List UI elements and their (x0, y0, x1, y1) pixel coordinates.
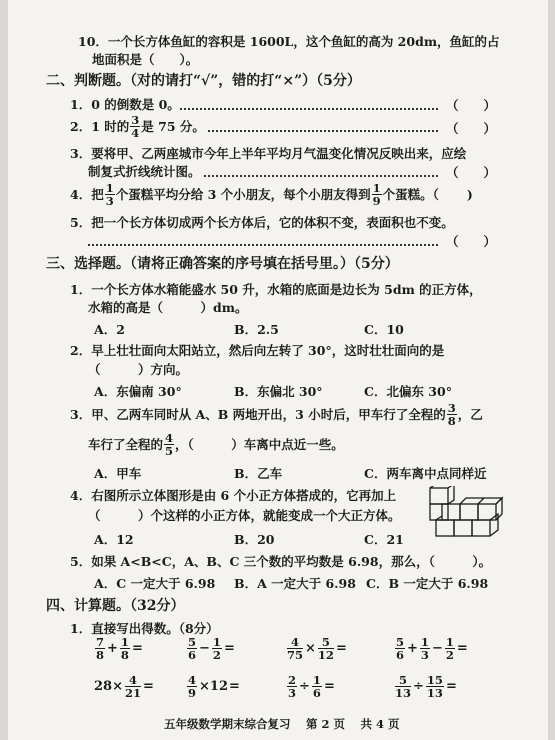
section4-title: 四、计算题。（32分） (46, 598, 185, 614)
calc-r2-2: $\frac{4}{9}$ ×12 = (188, 673, 240, 700)
sec2-q3-line2: 制复式折线统计图。 (88, 164, 201, 179)
sec4-sub1: 1．直接写出得数。（8分） (70, 621, 219, 636)
dotted-leader (180, 108, 438, 110)
option-b: B．2.5 (234, 322, 279, 337)
option-a: A．12 (94, 532, 134, 547)
option-c: C．北偏东 30° (364, 384, 452, 399)
option-a: A．C 一定大于 6.98 (94, 576, 216, 591)
option-c: C．两车离中点同样近 (364, 466, 487, 481)
section2-title: 二、判断题。（对的请打“√”，错的打“×”）（5分） (46, 73, 361, 89)
sec3-q3-line2: 车行了全程的 $\frac{4}{5}$ ，（ ）车离中点近一些。 (88, 430, 344, 458)
sec2-q3-line1: 3．要将甲、乙两座城市今年上半年平均月气温变化情况反映出来，应绘 (70, 146, 467, 161)
fraction: $\frac{3}{4}$ (131, 112, 140, 140)
option-a: A．甲车 (94, 466, 142, 481)
option-b: B．乙车 (234, 466, 283, 481)
q10-line2: 地面积是（ ）。 (92, 52, 199, 67)
option-b: B．东偏北 30° (234, 384, 323, 399)
calc-r1-4: $\frac{5}{6}$ + $\frac{1}{3}$ − $\frac{1}{2}$ = (396, 635, 468, 662)
sec3-q1-line1: 1．一个长方体水箱能盛水 50 升，水箱的底面是边长为 5dm 的正方体， (70, 282, 482, 297)
exam-page (8, 0, 548, 740)
dotted-leader (208, 130, 438, 132)
calc-r1-1: $\frac{7}{8}$ + $\frac{1}{8}$ = (96, 635, 143, 662)
sec3-q1-line2: 水箱的高是（ ）dm。 (88, 300, 248, 315)
option-a: A．东偏南 30° (94, 384, 182, 399)
section3-title: 三、选择题。（请将正确答案的序号填在括号里。）（5分） (46, 256, 399, 272)
option-c: C．21 (364, 532, 404, 547)
option-c: C．10 (364, 322, 404, 337)
page-footer: 五年级数学期末综合复习 第 2 页 共 4 页 (164, 717, 400, 731)
calc-r2-3: $\frac{2}{3}$ ÷ $\frac{1}{6}$ = (288, 673, 335, 700)
answer-paren: （ ） (446, 121, 497, 136)
sec2-q2: 2．1 时的 $\frac{3}{4}$ 是 75 分。 (70, 112, 205, 140)
sec3-q3-line1: 3．甲、乙两车同时从 A、B 两地开出，3 小时后，甲车行了全程的 $\frac{3}{8}$ ，乙 (70, 400, 483, 428)
fraction: $\frac{4}{5}$ (165, 430, 174, 458)
fraction: $\frac{3}{8}$ (447, 400, 456, 428)
dotted-leader (204, 175, 438, 177)
calc-r2-1: 28× $\frac{4}{21}$ = (94, 673, 154, 700)
answer-paren: （ ） (446, 98, 497, 113)
option-a: A．2 (94, 322, 125, 337)
cubes-figure (422, 486, 504, 538)
answer-paren: （ ） (446, 165, 497, 180)
calc-r2-4: $\frac{5}{13}$ ÷ $\frac{15}{13}$ = (395, 673, 457, 700)
dotted-leader (88, 244, 438, 246)
option-b: B．A 一定大于 6.98 (234, 576, 356, 591)
answer-paren: （ ） (446, 234, 497, 249)
sec3-q2-line2: （ ）方向。 (88, 362, 189, 377)
option-c: C．B 一定大于 6.98 (366, 576, 489, 591)
fraction: $\frac{1}{9}$ (372, 180, 381, 208)
sec2-q1: 1．0 的倒数是 0。 (70, 97, 180, 112)
option-b: B．20 (234, 532, 275, 547)
sec3-q2-line1: 2．早上壮壮面向太阳站立，然后向左转了 30°，这时壮壮面向的是 (70, 343, 445, 358)
q10-line1: 10．一个长方体鱼缸的容积是 1600L，这个鱼缸的高为 20dm，鱼缸的占 (78, 34, 500, 49)
sec2-q4: 4．把 $\frac{1}{3}$ 个蛋糕平均分给 3 个小朋友，每个小朋友得到 $\frac{1}{9}$ 个蛋糕。（ ) (70, 180, 473, 208)
sec3-q4-line1: 4．右图所示立体图形是由 6 个小正方体搭成的，它再加上 (70, 488, 397, 503)
fraction: $\frac{1}{3}$ (105, 180, 114, 208)
calc-r1-2: $\frac{5}{6}$ − $\frac{1}{2}$ = (188, 635, 235, 662)
sec2-q5: 5．把一个长方体切成两个长方体后，它的体积不变，表面积也不变。 (70, 215, 454, 230)
sec3-q4-line2: （ ）个这样的小正方体，就能变成一个大正方体。 (88, 508, 401, 523)
sec3-q5-line1: 5．如果 A<B<C，A、B、C 三个数的平均数是 6.98，那么，（ ）。 (70, 554, 492, 569)
calc-r1-3: $\frac{4}{75}$ × $\frac{5}{12}$ = (287, 635, 347, 662)
